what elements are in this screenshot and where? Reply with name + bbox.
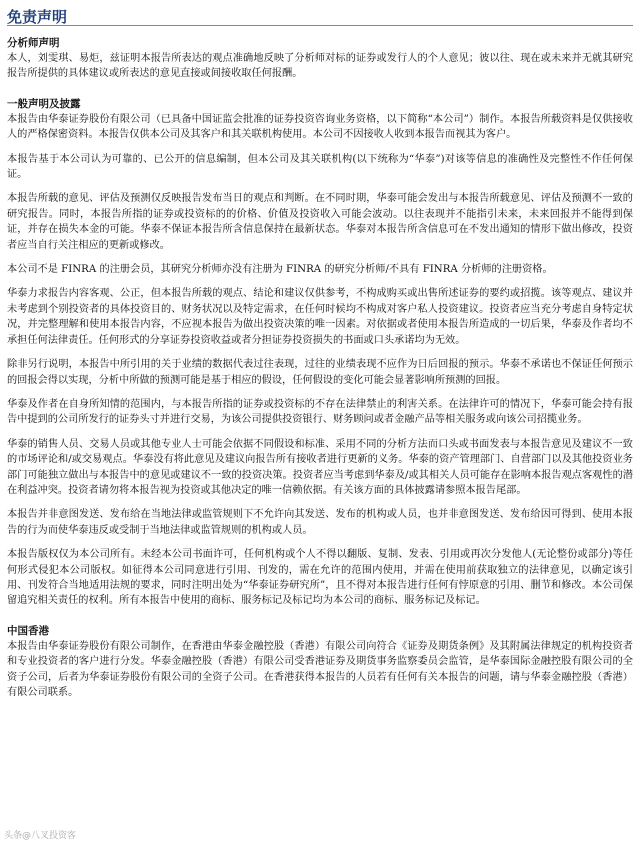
paragraph-9: 本报告并非意图发送、发布给在当地法律或监管规则下不允许向其发送、发布的机构或人员，也并非意图发送、发布给因可得到、使用本报告的行为而使华泰违反或受制于当地法律或监管规则的机构或人员。 — [7, 509, 633, 536]
analyst-statement-text: 本人，刘雯琪、易炬，兹证明本报告所表达的观点准确地反映了分析师对标的证券或发行人的个人意见；彼以往、现在或未来并无就其研究报告所提供的具体建议或所表迖的意见直接或间接收取任何报酬。 — [7, 53, 633, 80]
paragraph-7: 华泰及作者在自身所知情的范围内，与本报告所指的证券或投资标的不存在法律禁止的利害关系。在法律许可的情况下，华泰可能会持有报告中提到的公司所发行的证券头寸并进行交易，为该公司提供投资银行、财务顾问或者金融产品等相关服务或向该公司招揽业务。 — [7, 398, 633, 426]
paragraph-10: 本报告版权仅为本公司所有。未经本公司书面许可，任何机构或个人不得以翻版、复制、发表、引用或再次分发他人(无论整份或部分)等任何形式侵犯本公司版权。如征得本公司同意进行引用、刊发的，需在允许的范围内使用，并需在使用前获取独立的法律意见，以确定该引用、刊发符合当地适用法规的要求，同时注明出处为“华泰证券研究所”，且不得对本报告进行任何有悖原意的引用、删节和修改。本公司保留追究相关责任的权利。所有本报告中使用的商标、服务标记及标记均为本公司的商标、服务标记及标记。 — [7, 549, 633, 607]
paragraph-1: 本报告由华泰证券股份有限公司（已具备中国证监会批准的证券投资咨询业务资格，以下简称“本公司”）制作。本报告所载资料是仅供接收人的严格保密资料。本报告仅供本公司及其客户和其关联机构使用。本公司不因接收人收到本报告而视其为客户。 — [7, 113, 633, 141]
hong-kong-heading: 中国香港 — [7, 624, 49, 637]
analyst-statement-heading: 分析师声明 — [7, 37, 60, 49]
paragraph-11: 本报告由华泰证券股份有限公司制作，在香港由华泰金融控股（香港）有限公司向符合《证券及期货条例》及其附属法律规定的机构投资者和专业投资者的客户进行分发。华泰金融控股（香港）有限公司受香港证券及期货事务监察委员会监管，是华泰国际金融控股有限公司的全资子公司，后者为华泰证券股份有限公司的全资子公司。在香港获得本报告的人员若有任何有关本报告的问题，请与华泰金融控股（香港）有限公司联系。 — [7, 640, 633, 698]
general-disclosure-heading: 一般声明及披露 — [7, 97, 81, 110]
paragraph-3: 本报告所载的意见、评估及预测仅反映报告发布当日的观点和判断。在不同时期，华泰可能会发出与本报告所载意见、评估及预测不一致的研究报告。同时，本报告所指的证券或投资标的的价格、价值及投资收入可能会波动。以往表现并不能指引未来，未来回报并不能得到保证，并存在损失本金的可能。华泰不保证本报告所含信息保持在最新状态。华泰对本报告所含信息可在不发出通知的情形下做出修改，投资者应当自行关注相应的更新或修改。 — [7, 193, 633, 251]
title-divider — [7, 25, 633, 26]
paragraph-8: 华泰的销售人员、交易人员或其他专业人士可能会依据不同假设和标准、采用不同的分析方法而口头或书面发表与本报告意见及建议不一致的市场评论和/或交易观点。华泰没有将此意见及建议向报告所有接收者进行更新的义务。华泰的资产管理部门、自营部门以及其他投资业务部门可能独立做出与本报告中的意见或建议不一致的投资决策。投资者应当考虑到华泰及/或其相关人员可能存在影响本报告观点客观性的潜在利益冲突。投资者请勿将本报告视为投资或其他决定的唯一信赖依据。有关该方面的具体披露请参照本报告尾部。 — [7, 438, 633, 496]
watermark: 头条@八叉投资客 — [4, 831, 77, 841]
paragraph-5: 华泰力求报告内容客观、公正，但本报告所载的观点、结论和建议仅供参考，不构成购买或出售所述证券的要约或招揽。该等观点、建议并未考虑到个别投资者的具体投资目的、财务状况以及特定需求，在任何时候均不构成对客户私人投资建议。投资者应当充分考虑自身特定状况，并完整理解和使用本报告内容，不应视本报告为做出投资决策的唯一因素。对依据或者使用本报告所造成的一切后果，华泰及作者均不承担任何法律责任。任何形式的分享证券投资收益或者分担证券投资损失的书面或口头承诺均为无效。 — [7, 288, 633, 346]
paragraph-4: 本公司不是 FINRA 的注册会员，其研究分析师亦没有注册为 FINRA 的研究分析师/不具有 FINRA 分析师的注册资格。 — [7, 264, 553, 276]
paragraph-6: 除非另行说明，本报告中所引用的关于业绩的数据代表过往表现，过往的业绩表现不应作为日后回报的预示。华泰不承诺也不保证任何预示的回报会得以实现，分析中所做的预测可能是基于相应的假设，任何假设的变化可能会显著影响所预测的回报。 — [7, 359, 633, 386]
page-title: 免责声明 — [7, 8, 68, 26]
paragraph-2: 本报告基于本公司认为可靠的、已公开的信息编制，但本公司及其关联机构(以下统称为“华泰”)对该等信息的准确性及完整性不作任何保证。 — [7, 153, 633, 181]
